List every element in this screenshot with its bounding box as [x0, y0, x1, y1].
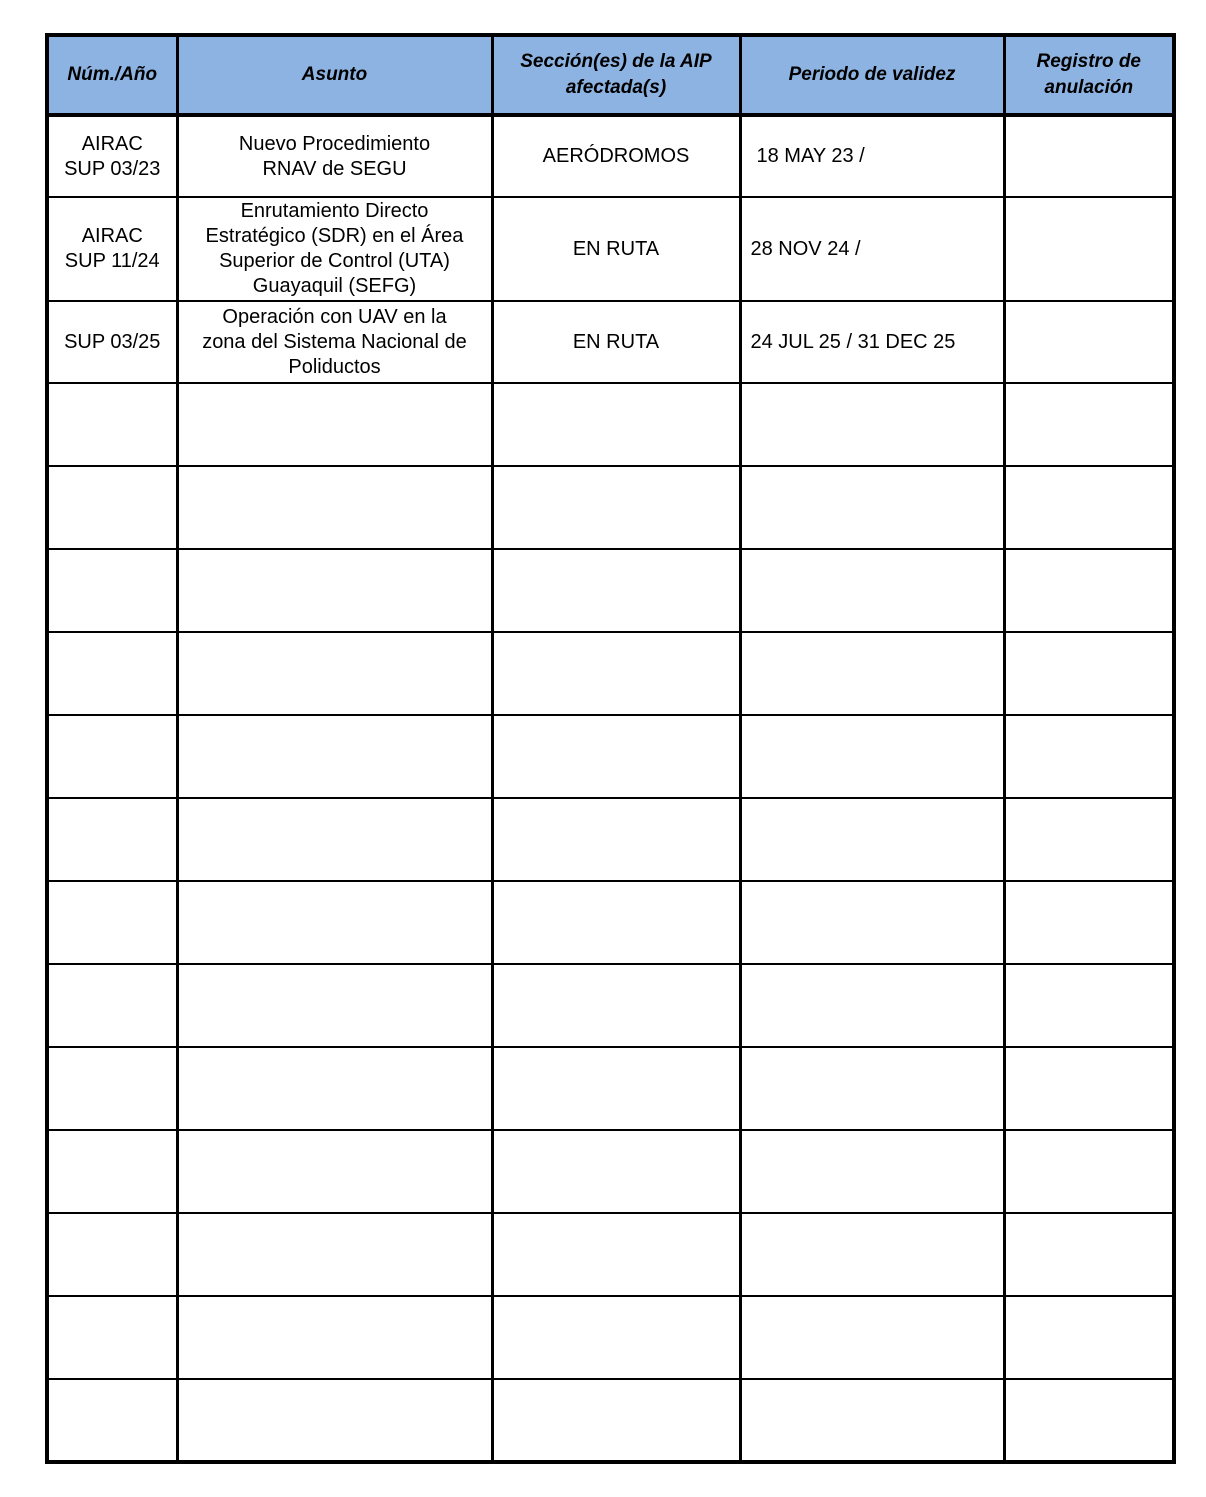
table-row-empty: [47, 1213, 1174, 1296]
cell-asunto-empty: [177, 881, 492, 964]
cell-asunto-empty: [177, 1296, 492, 1379]
cell-num-empty: [47, 632, 177, 715]
cell-seccion-empty: [492, 881, 740, 964]
cell-asunto-line: Estratégico (SDR) en el Área: [205, 225, 464, 247]
cell-seccion-empty: [492, 549, 740, 632]
cell-seccion: EN RUTA: [492, 197, 740, 301]
cell-num: [47, 197, 177, 301]
cell-num: [47, 301, 177, 383]
table-row-empty: [47, 466, 1174, 549]
cell-seccion-empty: [492, 1296, 740, 1379]
cell-registro: [1004, 301, 1174, 383]
table-row: [47, 115, 1174, 197]
cell-seccion-empty: [492, 964, 740, 1047]
cell-num-empty: [47, 1379, 177, 1462]
table-row-empty: [47, 964, 1174, 1047]
cell-registro-empty: [1004, 1047, 1174, 1130]
table-row-empty: [47, 881, 1174, 964]
header-seccion: Sección(es) de la AIP afectada(s): [492, 35, 740, 115]
header-registro: Registro de anulación: [1004, 35, 1174, 115]
cell-registro-empty: [1004, 383, 1174, 466]
cell-asunto-empty: [177, 1047, 492, 1130]
cell-periodo-empty: [740, 383, 1004, 466]
cell-registro-empty: [1004, 964, 1174, 1047]
cell-asunto-empty: [177, 798, 492, 881]
cell-asunto-line: Superior de Control (UTA): [219, 250, 450, 272]
cell-registro-empty: [1004, 1379, 1174, 1462]
cell-periodo-empty: [740, 798, 1004, 881]
cell-seccion-empty: [492, 798, 740, 881]
cell-periodo-empty: [740, 1379, 1004, 1462]
cell-registro-empty: [1004, 1296, 1174, 1379]
cell-seccion-empty: [492, 383, 740, 466]
cell-asunto-line: Operación con UAV en la: [222, 305, 447, 328]
cell-num-empty: [47, 1047, 177, 1130]
cell-periodo-empty: [740, 881, 1004, 964]
cell-asunto-line: zona del Sistema Nacional de: [202, 330, 467, 353]
table-header-row: [47, 35, 1174, 115]
cell-asunto: [177, 197, 492, 301]
cell-num-empty: [47, 964, 177, 1047]
cell-periodo: 28 NOV 24 /: [740, 197, 1004, 301]
cell-periodo-empty: [740, 632, 1004, 715]
cell-num-empty: [47, 549, 177, 632]
cell-num-empty: [47, 798, 177, 881]
cell-asunto-line: RNAV de SEGU: [262, 157, 407, 180]
cell-registro-empty: [1004, 1213, 1174, 1296]
cell-registro-empty: [1004, 632, 1174, 715]
cell-seccion-empty: [492, 1047, 740, 1130]
cell-num-empty: [47, 466, 177, 549]
cell-seccion-empty: [492, 715, 740, 798]
cell-asunto-empty: [177, 1213, 492, 1296]
cell-periodo-empty: [740, 466, 1004, 549]
cell-asunto-line: Nuevo Procedimiento: [238, 132, 431, 155]
cell-num-empty: [47, 1130, 177, 1213]
table-row-empty: [47, 1130, 1174, 1213]
cell-num-line: AIRAC: [81, 132, 143, 155]
cell-asunto-empty: [177, 632, 492, 715]
header-asunto: Asunto: [177, 35, 492, 115]
supplements-table-container: [45, 33, 1172, 1464]
cell-registro-empty: [1004, 798, 1174, 881]
cell-num-line: SUP 03/25: [64, 330, 161, 353]
cell-asunto: [177, 301, 492, 383]
cell-num-empty: [47, 1213, 177, 1296]
cell-num-empty: [47, 715, 177, 798]
cell-asunto-line: Enrutamiento Directo: [240, 200, 429, 222]
header-num-ano: Núm./Año: [47, 35, 177, 115]
aip-supplements-table: [45, 33, 1176, 1464]
cell-seccion-empty: [492, 1379, 740, 1462]
cell-asunto-empty: [177, 549, 492, 632]
table-row-empty: [47, 632, 1174, 715]
cell-periodo-empty: [740, 1047, 1004, 1130]
cell-num: [47, 115, 177, 197]
table-row-empty: [47, 715, 1174, 798]
table-row: [47, 301, 1174, 383]
cell-asunto-line: Guayaquil (SEFG): [252, 275, 417, 297]
header-periodo: Periodo de validez: [740, 35, 1004, 115]
cell-registro-empty: [1004, 549, 1174, 632]
cell-periodo-empty: [740, 964, 1004, 1047]
cell-periodo-empty: [740, 1296, 1004, 1379]
table-row-empty: [47, 549, 1174, 632]
table-row-empty: [47, 1296, 1174, 1379]
cell-periodo-empty: [740, 715, 1004, 798]
cell-registro: [1004, 197, 1174, 301]
cell-periodo: 18 MAY 23 /: [740, 115, 1004, 197]
table-row-empty: [47, 383, 1174, 466]
cell-asunto: [177, 115, 492, 197]
cell-registro-empty: [1004, 466, 1174, 549]
cell-periodo-empty: [740, 549, 1004, 632]
cell-periodo: 24 JUL 25 / 31 DEC 25: [740, 301, 1004, 383]
table-row-empty: [47, 1379, 1174, 1462]
cell-registro-empty: [1004, 881, 1174, 964]
cell-seccion-empty: [492, 1130, 740, 1213]
cell-registro-empty: [1004, 1130, 1174, 1213]
cell-asunto-empty: [177, 964, 492, 1047]
cell-num-line: AIRAC: [81, 225, 143, 247]
cell-registro: [1004, 115, 1174, 197]
cell-registro-empty: [1004, 715, 1174, 798]
cell-num-empty: [47, 881, 177, 964]
table-row: [47, 197, 1174, 301]
cell-seccion: AERÓDROMOS: [492, 115, 740, 197]
cell-seccion-empty: [492, 632, 740, 715]
cell-num-line: SUP 03/23: [64, 157, 161, 180]
table-row-empty: [47, 798, 1174, 881]
cell-asunto-empty: [177, 383, 492, 466]
cell-asunto-empty: [177, 1379, 492, 1462]
cell-periodo-empty: [740, 1213, 1004, 1296]
cell-num-empty: [47, 1296, 177, 1379]
cell-num-empty: [47, 383, 177, 466]
cell-asunto-empty: [177, 466, 492, 549]
cell-asunto-empty: [177, 1130, 492, 1213]
cell-num-line: SUP 11/24: [64, 250, 160, 272]
cell-seccion-empty: [492, 1213, 740, 1296]
cell-asunto-line: Poliductos: [288, 355, 381, 378]
cell-asunto-empty: [177, 715, 492, 798]
cell-seccion: EN RUTA: [492, 301, 740, 383]
cell-periodo-empty: [740, 1130, 1004, 1213]
table-row-empty: [47, 1047, 1174, 1130]
cell-seccion-empty: [492, 466, 740, 549]
